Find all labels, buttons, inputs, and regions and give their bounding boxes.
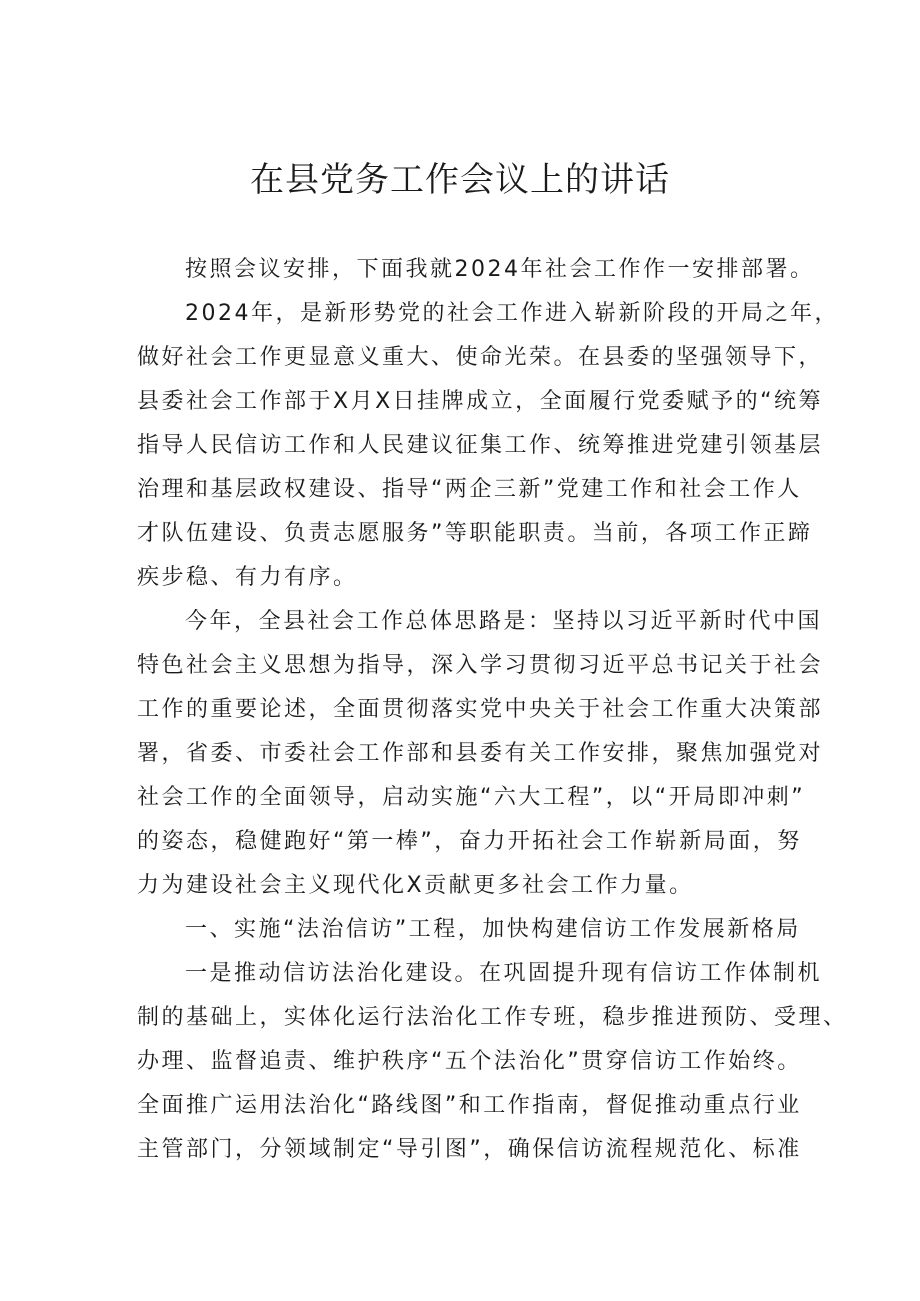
paragraph-line: 办理、监督追责、维护秩序“五个法治化”贯穿信访工作始终。	[137, 1049, 802, 1074]
paragraph-line: 社会工作的全面领导，启动实施“六大工程”，以“开局即冲刺”	[137, 785, 806, 810]
document-body	[137, 248, 848, 1172]
paragraph-line: 才队伍建设、负责志愿服务”等职能职责。当前，各项工作正蹄	[137, 521, 813, 546]
paragraph-line: 按照会议安排，下面我就2024年社会工作作一安排部署。	[185, 257, 815, 282]
paragraph-line: 治理和基层政权建设、指导“两企三新”党建工作和社会工作人	[137, 477, 802, 502]
document-title: 在县党务工作会议上的讲话	[250, 160, 670, 200]
section-heading-text: 一、实施“法治信访”工程，加快构建信访工作发展新格局	[185, 917, 801, 942]
paragraph-line: 的姿态，稳健跑好“第一棒”，奋力开拓社会工作崭新局面，努	[137, 829, 802, 854]
section-heading	[137, 908, 801, 952]
paragraph-line: 一是推动信访法治化建设。在巩固提升现有信访工作体制机	[185, 961, 823, 986]
paragraph-line: 主管部门，分领域制定“导引图”，确保信访流程规范化、标准	[137, 1137, 802, 1162]
paragraph-context	[137, 292, 839, 600]
paragraph-line: 全面推广运用法治化“路线图”和工作指南，督促推动重点行业	[137, 1093, 802, 1118]
paragraph-item-1	[137, 952, 848, 1172]
paragraph-line: 县委社会工作部于X月X日挂牌成立，全面履行党委赋予的“统筹	[137, 389, 824, 414]
paragraph-intro	[137, 248, 815, 292]
paragraph-line: 力为建设社会主义现代化X贡献更多社会工作力量。	[137, 873, 694, 898]
paragraph-line: 特色社会主义思想为指导，深入学习贯彻习近平总书记关于社会	[137, 653, 824, 678]
paragraph-line: 指导人民信访工作和人民建议征集工作、统筹推进党建引领基层	[137, 433, 824, 458]
paragraph-line: 工作的重要论述，全面贯彻落实党中央关于社会工作重大决策部	[137, 697, 824, 722]
paragraph-line: 制的基础上，实体化运行法治化工作专班，稳步推进预防、受理、	[137, 1005, 848, 1030]
paragraph-line: 署，省委、市委社会工作部和县委有关工作安排，聚焦加强党对	[137, 741, 824, 766]
paragraph-line: 疾步稳、有力有序。	[137, 565, 358, 590]
paragraph-line: 2024年，是新形势党的社会工作进入崭新阶段的开局之年，	[185, 301, 839, 326]
paragraph-line: 今年，全县社会工作总体思路是：坚持以习近平新时代中国	[185, 609, 823, 634]
paragraph-line: 做好社会工作更显意义重大、使命光荣。在县委的坚强领导下，	[137, 345, 824, 370]
paragraph-overall-approach	[137, 600, 824, 908]
